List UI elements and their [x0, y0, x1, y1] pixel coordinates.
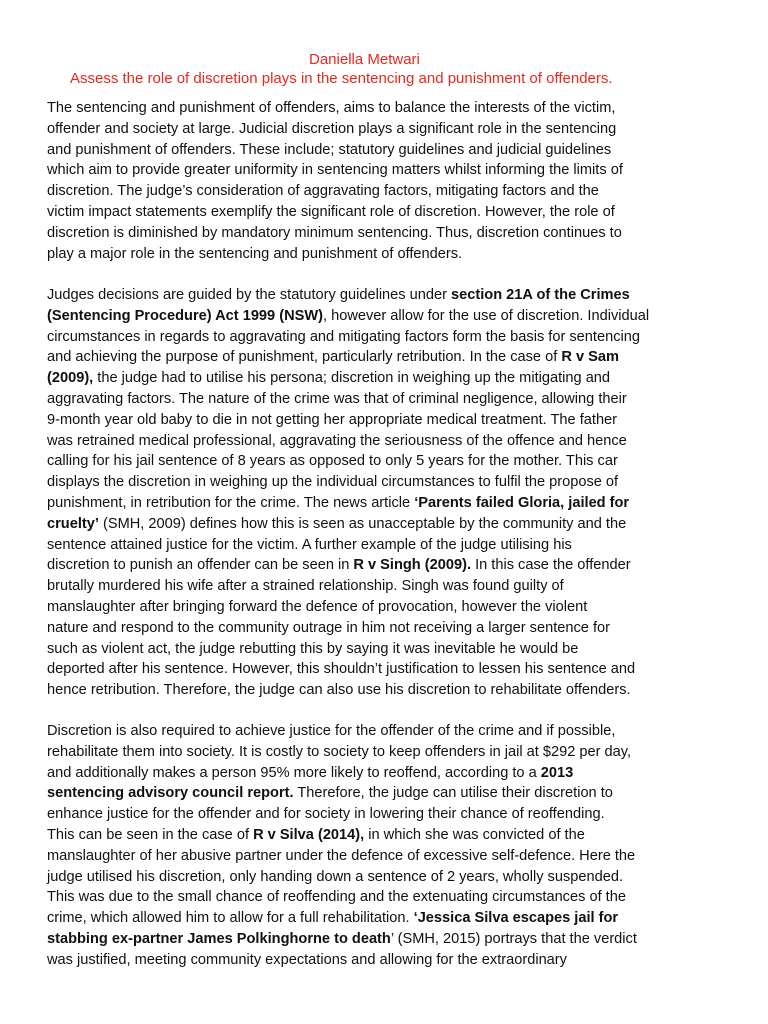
- text-line: [47, 347, 737, 368]
- text-segment: displays the discretion in weighing up the individual circumstances to fulfil the propose of: [47, 474, 619, 491]
- text-segment: In this case the offender: [471, 557, 631, 574]
- text-segment: discretion. The judge’s consideration of aggravating factors, mitigating factors and the: [47, 183, 599, 200]
- bold-text-segment: sentencing advisory council report.: [47, 785, 294, 802]
- text-line: [47, 514, 737, 535]
- text-line: [47, 804, 737, 825]
- text-line: [47, 887, 737, 908]
- text-line: [47, 493, 737, 514]
- text-segment: judge utilised his discretion, only handing down a sentence of 2 years, wholly suspended.: [47, 868, 624, 885]
- text-segment: play a major role in the sentencing and punishment of offenders.: [47, 245, 463, 262]
- text-segment: manslaughter of her abusive partner under the defence of excessive self-defence. Here the: [47, 847, 636, 864]
- text-segment: Judges decisions are guided by the statutory guidelines under: [47, 287, 452, 303]
- text-line: [47, 389, 737, 410]
- text-line: [47, 867, 737, 888]
- text-line: [47, 244, 737, 265]
- text-line: [47, 98, 737, 119]
- text-segment: ’ (SMH, 2015): [390, 930, 485, 947]
- text-segment: such as violent act, the judge rebutting this by saying it was inevitable he would be: [47, 640, 579, 657]
- paragraph-2: [47, 285, 737, 701]
- text-segment: Discretion is also required to achieve justice for the offender of the crime and if possible,: [47, 723, 616, 739]
- text-segment: discretion to punish an offender can be seen in: [47, 557, 354, 574]
- text-segment: was retrained medical professional, aggravating the seriousness of the offence and hence: [47, 432, 627, 449]
- text-line: [47, 721, 737, 742]
- text-segment: manslaughter after bringing forward the defence of provocation, however the violent: [47, 598, 588, 615]
- text-segment: The sentencing and punishment of offenders, aims to balance the interests of the victim,: [47, 100, 616, 116]
- text-line: [47, 160, 737, 181]
- text-segment: brutally murdered his wife after a strained relationship. Singh was found guilty of: [47, 578, 564, 595]
- text-segment: was justified, meeting community expectations and allowing for the extraordinary: [47, 951, 567, 968]
- text-segment: calling for his jail sentence of 8 years as opposed to only 5 years for the mother. This car: [47, 453, 618, 470]
- text-segment: circumstances in regards to aggravating and mitigating factors form the basis for sentencing: [47, 328, 640, 345]
- author-name: Daniella Metwari: [309, 51, 420, 68]
- text-line: [47, 327, 737, 348]
- text-line: [47, 659, 737, 680]
- text-segment: crime, which allowed him to allow for a full rehabilitation.: [47, 910, 414, 927]
- text-line: [47, 119, 737, 140]
- text-line: [47, 451, 737, 472]
- text-line: [47, 431, 737, 452]
- text-segment: This can be seen in the case of: [47, 826, 254, 843]
- text-line: [47, 825, 737, 846]
- text-line: [47, 618, 737, 639]
- text-segment: rehabilitate them into society. It is costly to society to keep offenders in jail at $292 per day,: [47, 743, 632, 760]
- text-segment: offender and society at large. Judicial discretion plays a significant role in the sentencing: [47, 120, 617, 137]
- bold-text-segment: 2013: [540, 764, 574, 781]
- text-line: [47, 783, 737, 804]
- text-line: [47, 576, 737, 597]
- text-line: [47, 763, 737, 784]
- text-line: [47, 306, 737, 327]
- text-segment: nature and respond to the community outrage in him not receiving a larger sentence for: [47, 619, 610, 636]
- text-line: [47, 285, 737, 306]
- text-segment: victim impact statements exemplify the significant role of discretion. However, the role of: [47, 203, 615, 220]
- bold-text-segment: R v Singh (2009).: [353, 557, 472, 574]
- text-segment: This was due to the small chance of reoffending and the extenuating circumstances of the: [47, 889, 626, 906]
- bold-text-segment: ‘Jessica Silva escapes jail for: [413, 910, 619, 927]
- text-line: [47, 597, 737, 618]
- text-line: [47, 639, 737, 660]
- text-line: [47, 555, 737, 576]
- paragraph-1: [47, 98, 737, 264]
- essay-title: Assess the role of discretion plays in the sentencing and punishment of offenders.: [70, 70, 613, 87]
- text-segment: in which she was convicted of the: [364, 826, 585, 843]
- text-segment: sentence attained justice for the victim. A further example of the judge utilising his: [47, 536, 572, 553]
- text-segment: which aim to provide greater uniformity in sentencing matters whilst informing the limits of: [47, 162, 623, 179]
- text-segment: (SMH, 2009) defines how this is seen as unacceptable by the community and the: [98, 515, 627, 532]
- bold-text-segment: (Sentencing Procedure) Act 1999 (NSW): [47, 307, 323, 324]
- text-segment: Therefore, the judge can utilise their discretion to: [293, 785, 613, 802]
- text-line: [47, 181, 737, 202]
- text-line: [47, 908, 737, 929]
- text-segment: aggravating factors. The nature of the crime was that of criminal negligence, allowing their: [47, 390, 627, 407]
- text-line: [47, 368, 737, 389]
- text-segment: and additionally makes a person 95% more likely to reoffend, according to a: [47, 764, 541, 781]
- bold-text-segment: R v Sam: [561, 349, 619, 366]
- text-segment: discretion is diminished by mandatory minimum sentencing. Thus, discretion continues to: [47, 224, 622, 241]
- text-line: [47, 410, 737, 431]
- paragraph-3: [47, 721, 737, 971]
- text-line: [47, 223, 737, 244]
- text-segment: punishment, in retribution for the crime. The news article: [47, 494, 415, 511]
- text-line: [47, 742, 737, 763]
- bold-text-segment: (2009),: [47, 370, 94, 387]
- bold-text-segment: R v Silva (2014),: [253, 826, 365, 843]
- text-line: [47, 535, 737, 556]
- bold-text-segment: section 21A of the Crimes: [451, 287, 630, 303]
- text-segment: the judge had to utilise his persona; discretion in weighing up the mitigating and: [93, 370, 611, 387]
- text-segment: enhance justice for the offender and for society in lowering their chance of reoffending.: [47, 806, 605, 823]
- text-line: [47, 140, 737, 161]
- bold-text-segment: ‘Parents failed Gloria, jailed for: [414, 494, 630, 511]
- text-line: [47, 846, 737, 867]
- text-line: [47, 202, 737, 223]
- text-line: [47, 950, 737, 971]
- text-line: [47, 472, 737, 493]
- text-segment: and achieving the purpose of punishment, particularly retribution. In the case of: [47, 349, 562, 366]
- bold-text-segment: stabbing ex-partner James Polkinghorne to death: [47, 930, 391, 947]
- text-segment: , however allow for the use of discretion. Individual: [322, 307, 650, 324]
- bold-text-segment: cruelty’: [47, 515, 99, 532]
- text-line: [47, 929, 737, 950]
- text-segment: hence retribution. Therefore, the judge can also use his discretion to rehabilitate offenders.: [47, 682, 631, 699]
- text-line: [47, 680, 737, 701]
- text-segment: and punishment of offenders. These include; statutory guidelines and judicial guidelines: [47, 141, 612, 158]
- text-segment: 9-month year old baby to die in not getting her appropriate medical treatment. The father: [47, 411, 618, 428]
- text-segment: deported after his sentence. However, this shouldn’t justification to lessen his sentence and: [47, 661, 636, 678]
- text-segment: portrays that the verdict: [484, 930, 637, 947]
